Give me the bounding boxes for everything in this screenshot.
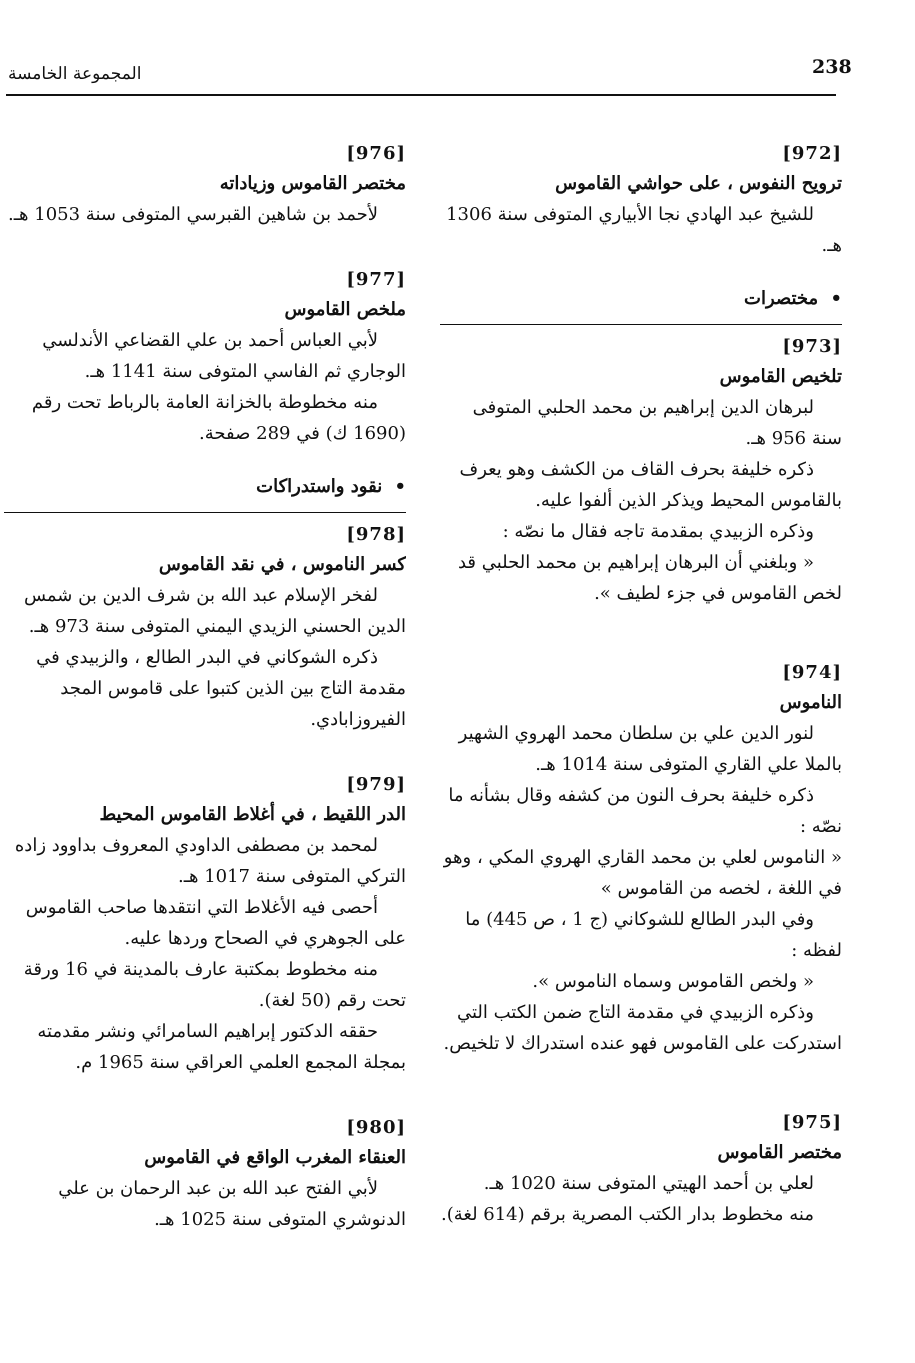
entry-number: [975]: [782, 1112, 842, 1133]
entry-text: لنور الدين علي بن سلطان محمد الهروي الشهير بالملا علي القاري المتوفى سنة 1014 هـ.: [458, 723, 842, 775]
entry-title: ترويح النفوس ، على حواشي القاموس: [555, 173, 842, 194]
entry-974: [440, 659, 842, 1059]
section-heading-critiques: [4, 471, 406, 513]
spacer: [4, 230, 406, 266]
entry-text: ذكره خليفة بحرف النون من كشفه وقال بشأنه ما نصّه :: [448, 785, 842, 837]
entry-979: [4, 771, 406, 1078]
entry-quote: « الناموس لعلي بن محمد القاري الهروي المكي ، وهو في اللغة ، لخصه من القاموس »: [443, 847, 842, 899]
entry-text: أحصى فيه الأغلاط التي انتقدها صاحب القاموس على الجوهري في الصحاح وردها عليه.: [25, 897, 406, 949]
entry-title: ملخص القاموس: [284, 299, 406, 320]
spacer: [440, 609, 842, 659]
page-number: 238: [812, 56, 852, 78]
header-rule: [6, 94, 836, 96]
bullet-icon: •: [830, 288, 842, 309]
section-heading-label: مختصرات: [744, 288, 819, 309]
entry-number: [974]: [782, 662, 842, 683]
entry-978: [4, 521, 406, 735]
entry-text: منه مخطوط بمكتبة عارف بالمدينة في 16 ورقة تحت رقم (50 لغة).: [23, 959, 406, 1011]
spacer: [4, 735, 406, 771]
entry-number: [973]: [782, 336, 842, 357]
left-column: [4, 140, 406, 1235]
entry-title: الدر اللقيط ، في أغلاط القاموس المحيط: [99, 804, 406, 825]
entry-number: [978]: [346, 524, 406, 545]
entry-quote: « ولخص القاموس وسماه الناموس ».: [532, 971, 814, 992]
entry-text: لأحمد بن شاهين القبرسي المتوفى سنة 1053 هـ.: [8, 204, 378, 225]
entry-title: مختصر القاموس: [717, 1142, 842, 1163]
entry-title: كسر الناموس ، في نقد القاموس: [158, 554, 406, 575]
running-header: المجموعة الخامسة: [8, 64, 142, 84]
right-column: [440, 140, 842, 1230]
entry-number: [979]: [346, 774, 406, 795]
spacer: [440, 1059, 842, 1109]
entry-text: منه مخطوطة بالخزانة العامة بالرباط تحت رقم (1690 ك) في 289 صفحة.: [31, 392, 406, 444]
entry-text: منه مخطوط بدار الكتب المصرية برقم (614 لغة).: [440, 1204, 814, 1225]
entry-text: لمحمد بن مصطفى الداودي المعروف بداوود زاده التركي المتوفى سنة 1017 هـ.: [14, 835, 406, 887]
entry-text: لفخر الإسلام عبد الله بن شرف الدين بن شمس الدين الحسني الزيدي اليمني المتوفى سنة 973 هـ.: [23, 585, 406, 637]
entry-975: [440, 1109, 842, 1230]
entry-976: [4, 140, 406, 230]
entry-title: مختصر القاموس وزياداته: [219, 173, 406, 194]
entry-number: [972]: [782, 143, 842, 164]
entry-977: [4, 266, 406, 449]
entry-number: [976]: [346, 143, 406, 164]
bullet-icon: •: [394, 476, 406, 497]
entry-text: لأبي الفتح عبد الله بن عبد الرحمان بن علي الدنوشري المتوفى سنة 1025 هـ.: [58, 1178, 406, 1230]
entry-quote: « وبلغني أن البرهان إبراهيم بن محمد الحلبي قد لخص القاموس في جزء لطيف ».: [457, 552, 842, 604]
entry-title: العنقاء المغرب الواقع في القاموس: [144, 1147, 406, 1168]
entry-text: وذكره الزبيدي بمقدمة تاجه فقال ما نصّه :: [502, 521, 814, 542]
entry-973: [440, 333, 842, 609]
entry-number: [977]: [346, 269, 406, 290]
entry-text: ذكره الشوكاني في البدر الطالع ، والزبيدي في مقدمة التاج بين الذين كتبوا على قاموس المجد الفيروزابادي.: [36, 647, 406, 730]
section-heading-abridgements: [440, 283, 842, 325]
entry-number: [980]: [346, 1117, 406, 1138]
entry-text: لعلي بن أحمد الهيتي المتوفى سنة 1020 هـ.: [483, 1173, 814, 1194]
entry-text: لبرهان الدين إبراهيم بن محمد الحلبي المتوفى سنة 956 هـ.: [472, 397, 842, 449]
entry-980: [4, 1114, 406, 1235]
section-heading-label: نقود واستدراكات: [256, 476, 383, 497]
spacer: [4, 1078, 406, 1114]
entry-title: الناموس: [779, 692, 842, 713]
entry-text: للشيخ عبد الهادي نجا الأبياري المتوفى سنة 1306 هـ.: [446, 204, 842, 256]
entry-972: [440, 140, 842, 261]
entry-text: ذكره خليفة بحرف القاف من الكشف وهو يعرف بالقاموس المحيط ويذكر الذين ألفوا عليه.: [459, 459, 842, 511]
entry-text: لأبي العباس أحمد بن علي القضاعي الأندلسي الوجاري ثم الفاسي المتوفى سنة 1141 هـ.: [42, 330, 406, 382]
entry-text: حققه الدكتور إبراهيم السامرائي ونشر مقدمته بمجلة المجمع العلمي العراقي سنة 1965 م.: [37, 1021, 406, 1073]
entry-text: وفي البدر الطالع للشوكاني (ج 1 ، ص 445) ما لفظه :: [465, 909, 842, 961]
entry-title: تلخيص القاموس: [719, 366, 842, 387]
entry-text: وذكره الزبيدي في مقدمة التاج ضمن الكتب التي استدركت على القاموس فهو عنده استدراك لا تلخيص.: [443, 1002, 842, 1054]
